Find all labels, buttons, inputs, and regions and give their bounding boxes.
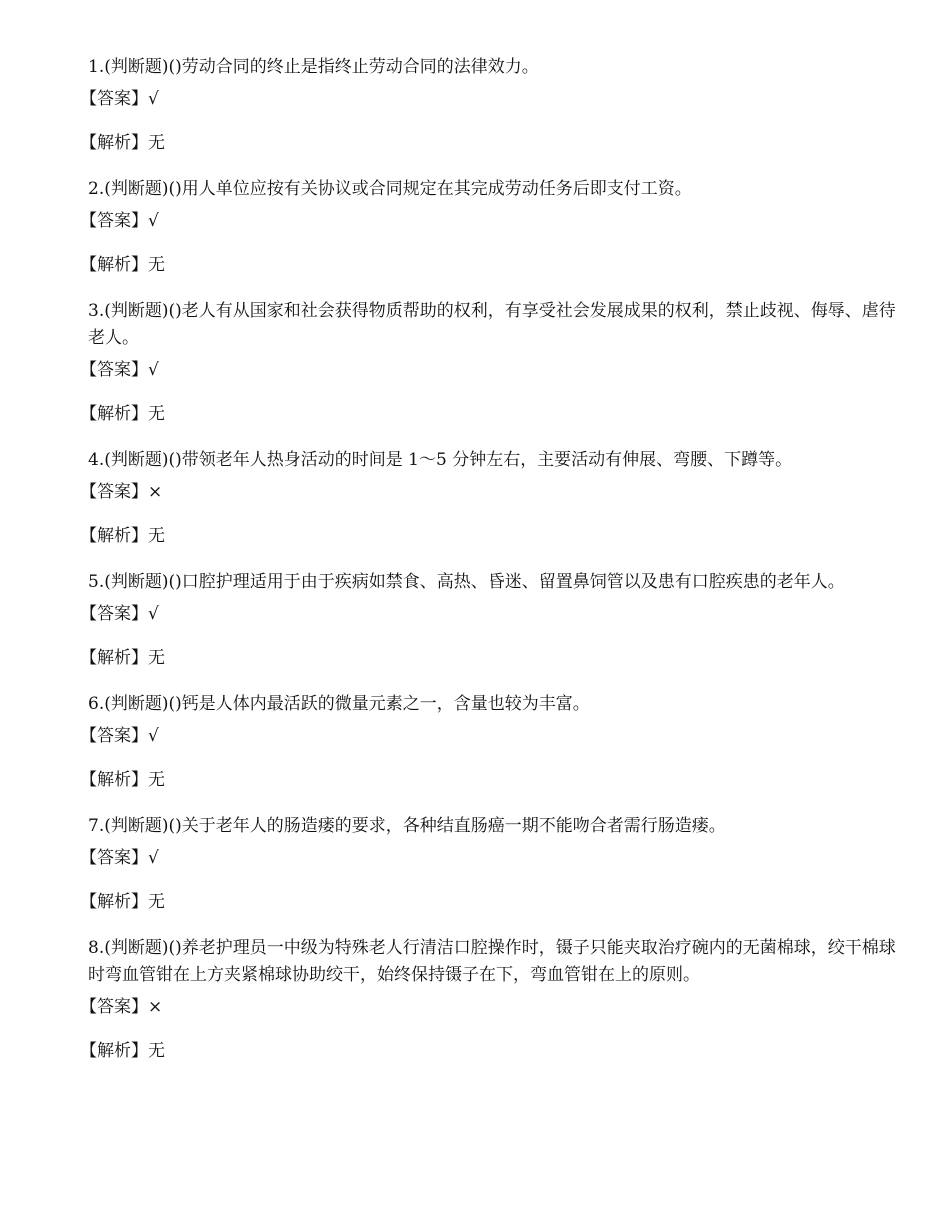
analysis-text: 【解析】无 (80, 404, 165, 424)
answer-text: 【答案】√ (80, 604, 159, 624)
question-text: 5.(判断题)()口腔护理适用于由于疾病如禁食、高热、昏迷、留置鼻饲管以及患有口腔疾患的老年人。 (88, 572, 845, 592)
analysis-text: 【解析】无 (80, 255, 165, 275)
analysis-text: 【解析】无 (80, 892, 165, 912)
analysis-text: 【解析】无 (80, 770, 165, 790)
question-text: 7.(判断题)()关于老年人的肠造瘘的要求，各种结直肠癌一期不能吻合者需行肠造瘘。 (88, 816, 726, 836)
answer-text: 【答案】√ (80, 211, 159, 231)
answer-text: 【答案】√ (80, 89, 159, 109)
analysis-text: 【解析】无 (80, 526, 165, 546)
answer-text: 【答案】√ (80, 726, 159, 746)
answer-text: 【答案】× (80, 997, 163, 1017)
question-item (80, 935, 908, 1063)
question-item (80, 813, 908, 914)
question-item (80, 54, 908, 155)
question-text: 8.(判断题)()养老护理员一中级为特殊老人行清洁口腔操作时，镊子只能夹取治疗碗内的无菌棉球，绞干棉球时弯血管钳在上方夹紧棉球协助绞干，始终保持镊子在下，弯血管钳在上的原则。 (88, 938, 896, 985)
question-list (80, 54, 908, 1084)
question-text: 4.(判断题)()带领老年人热身活动的时间是 1～5 分钟左右，主要活动有伸展、弯腰、下蹲等。 (88, 450, 793, 470)
answer-text: 【答案】× (80, 482, 163, 502)
question-text: 6.(判断题)()钙是人体内最活跃的微量元素之一，含量也较为丰富。 (88, 694, 590, 714)
question-item (80, 569, 908, 670)
analysis-text: 【解析】无 (80, 1041, 165, 1061)
answer-text: 【答案】√ (80, 848, 159, 868)
question-text: 2.(判断题)()用人单位应按有关协议或合同规定在其完成劳动任务后即支付工资。 (88, 179, 692, 199)
question-text: 1.(判断题)()劳动合同的终止是指终止劳动合同的法律效力。 (88, 57, 539, 77)
question-item (80, 691, 908, 792)
question-item (80, 447, 908, 548)
question-text: 3.(判断题)()老人有从国家和社会获得物质帮助的权利，有享受社会发展成果的权利，禁止歧视、侮辱、虐待老人。 (88, 301, 896, 348)
question-item (80, 176, 908, 277)
question-item (80, 298, 908, 426)
analysis-text: 【解析】无 (80, 648, 165, 668)
analysis-text: 【解析】无 (80, 133, 165, 153)
answer-text: 【答案】√ (80, 360, 159, 380)
